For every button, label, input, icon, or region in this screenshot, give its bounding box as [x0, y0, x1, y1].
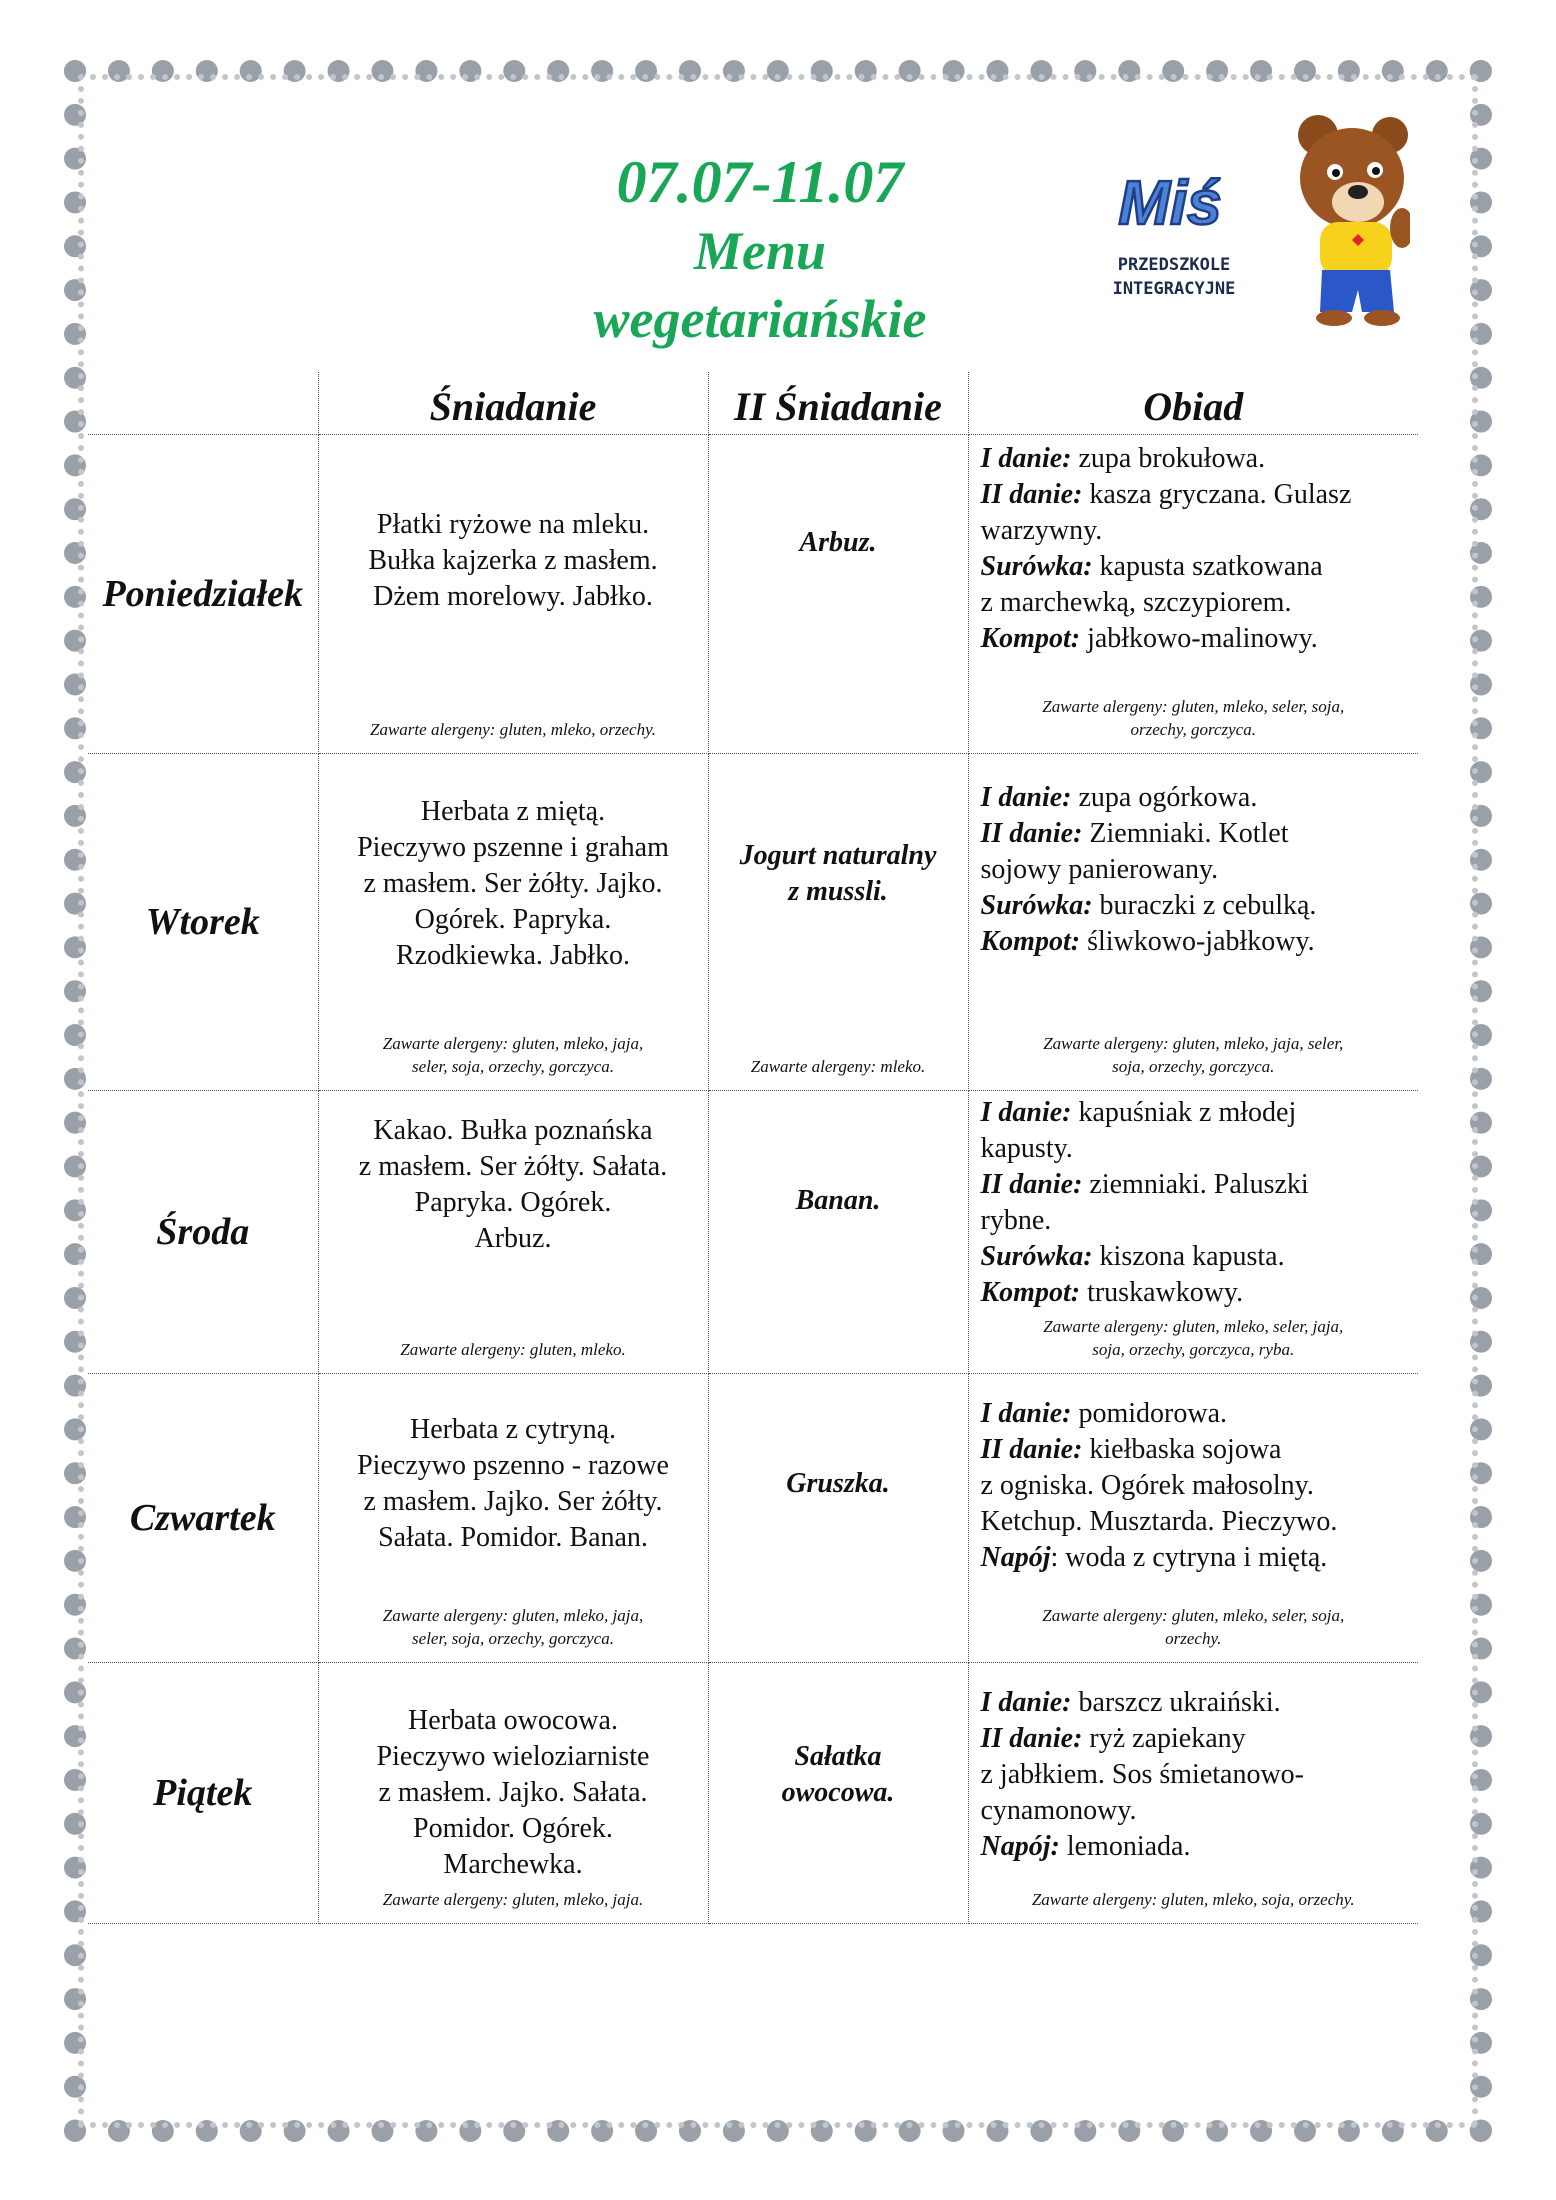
lunch-course [981, 1829, 1407, 1865]
menu-subtitle: wegetariańskie [593, 289, 927, 349]
course-text: truskawkowy. [1080, 1277, 1244, 1308]
course-text: kapusta szatkowana z marchewką, szczypiorem. [980, 551, 1323, 618]
breakfast-items: Herbata z cytryną. Pieczywo pszenno - razowe z masłem. Jajko. Ser żółty. Sałata. Pomidor. Banan. [357, 1414, 669, 1553]
lunch-course [981, 816, 1407, 888]
course-label: I danie: [980, 1097, 1072, 1128]
course-text: pomidorowa. [1071, 1398, 1228, 1429]
day-name: Wtorek [88, 754, 318, 1091]
course-label: Surówka: [980, 551, 1093, 582]
course-text: śliwkowo-jabłkowy. [1080, 926, 1315, 957]
course-label: I danie: [980, 443, 1072, 474]
second-breakfast-item: Arbuz. [799, 527, 877, 558]
lunch-allergens: Zawarte alergeny: gluten, mleko, soja, orzechy. [1031, 1890, 1355, 1909]
second-breakfast-allergens [709, 1911, 968, 1923]
second-breakfast-item: Sałatka owocowa. [781, 1741, 895, 1808]
course-text: jabłkowo-malinowy. [1080, 623, 1318, 654]
lunch-course [981, 1540, 1407, 1576]
lunch-allergens: Zawarte alergeny: gluten, mleko, seler, soja, orzechy. [1042, 1606, 1345, 1648]
lunch-cell [968, 754, 1418, 1091]
course-label: II danie: [980, 818, 1083, 849]
second-breakfast-cell [708, 1663, 968, 1924]
lunch-cell [968, 1091, 1418, 1374]
lunch-course [981, 1721, 1407, 1829]
table-row [88, 435, 1418, 754]
course-label: Kompot: [980, 623, 1081, 654]
lunch-course [981, 621, 1407, 657]
breakfast-cell [318, 754, 708, 1091]
breakfast-cell [318, 1663, 708, 1924]
course-label: II danie: [980, 1723, 1083, 1754]
breakfast-items: Herbata z miętą. Pieczywo pszenne i graham z masłem. Ser żółty. Jajko. Ogórek. Papryka. Rzodkiewka. Jabłko. [357, 796, 669, 971]
breakfast-cell [318, 1374, 708, 1663]
course-label: Surówka: [980, 1241, 1093, 1272]
course-label: II danie: [980, 479, 1083, 510]
course-text: kiszona kapusta. [1092, 1241, 1285, 1272]
breakfast-allergens: Zawarte alergeny: gluten, mleko. [400, 1340, 626, 1359]
course-label: I danie: [980, 1398, 1072, 1429]
lunch-course [981, 1167, 1407, 1239]
logo-subtitle-2: INTEGRACYJNE [1112, 279, 1236, 299]
course-label: Napój: [980, 1831, 1060, 1862]
course-text: ryż zapiekany z jabłkiem. Sos śmietanowo- cynamonowy. [980, 1723, 1305, 1826]
lunch-course [981, 1432, 1407, 1540]
lunch-allergens: Zawarte alergeny: gluten, mleko, seler, jaja, soja, orzechy, gorczyca, ryba. [1043, 1317, 1344, 1359]
breakfast-allergens: Zawarte alergeny: gluten, mleko, jaja. [382, 1890, 644, 1909]
course-text: buraczki z cebulką. [1092, 890, 1317, 921]
course-text: zupa brokułowa. [1071, 443, 1266, 474]
course-text: kiełbaska sojowa z ogniska. Ogórek małosolny. Ketchup. Musztarda. Pieczywo. [980, 1434, 1338, 1537]
date-range: 07.07-11.07 [616, 149, 904, 215]
lunch-course [981, 1095, 1407, 1167]
lunch-course [981, 549, 1407, 621]
lunch-cell [968, 1374, 1418, 1663]
lunch-cell [968, 435, 1418, 754]
breakfast-items: Herbata owocowa. Pieczywo wieloziarniste z masłem. Jajko. Sałata. Pomidor. Ogórek. Marchewka. [376, 1705, 650, 1880]
lunch-course [981, 1275, 1407, 1311]
course-label: Napój [980, 1542, 1051, 1573]
breakfast-items: Płatki ryżowe na mleku. Bułka kajzerka z masłem. Dżem morelowy. Jabłko. [368, 509, 658, 612]
course-text: kapuśniak z młodej kapusty. [980, 1097, 1297, 1164]
menu-title: Menu [693, 221, 827, 281]
day-name: Piątek [88, 1663, 318, 1924]
course-text: ziemniaki. Paluszki rybne. [980, 1169, 1309, 1236]
bear-mascot-icon [1298, 115, 1410, 326]
header-empty [88, 372, 318, 435]
course-label: Surówka: [980, 890, 1093, 921]
breakfast-items: Kakao. Bułka poznańska z masłem. Ser żółty. Sałata. Papryka. Ogórek. Arbuz. [358, 1115, 668, 1254]
lunch-course [981, 1396, 1407, 1432]
logo-subtitle-1: PRZEDSZKOLE [1117, 255, 1231, 275]
course-label: Kompot: [980, 1277, 1081, 1308]
lunch-course [981, 888, 1407, 924]
header-lunch: Obiad [968, 372, 1418, 435]
course-label: Kompot: [980, 926, 1081, 957]
breakfast-cell [318, 1091, 708, 1374]
second-breakfast-allergens [709, 1361, 968, 1373]
course-text: zupa ogórkowa. [1071, 782, 1258, 813]
second-breakfast-cell [708, 754, 968, 1091]
table-row [88, 1091, 1418, 1374]
course-text: Ziemniaki. Kotlet sojowy panierowany. [980, 818, 1289, 885]
header-breakfast: Śniadanie [318, 372, 708, 435]
table-row [88, 754, 1418, 1091]
lunch-course [981, 477, 1407, 549]
lunch-course [981, 441, 1407, 477]
logo-brand: Miś [1118, 169, 1222, 238]
table-row [88, 1663, 1418, 1924]
course-text: kasza gryczana. Gulasz warzywny. [980, 479, 1352, 546]
breakfast-allergens: Zawarte alergeny: gluten, mleko, jaja, seler, soja, orzechy, gorczyca. [382, 1606, 644, 1648]
second-breakfast-item: Banan. [795, 1185, 881, 1216]
table-header-row [88, 372, 1418, 435]
breakfast-allergens: Zawarte alergeny: gluten, mleko, jaja, seler, soja, orzechy, gorczyca. [382, 1034, 644, 1076]
lunch-course [981, 1685, 1407, 1721]
second-breakfast-item: Gruszka. [786, 1468, 890, 1499]
second-breakfast-cell [708, 1374, 968, 1663]
breakfast-allergens: Zawarte alergeny: gluten, mleko, orzechy. [370, 720, 656, 739]
menu-table [88, 372, 1418, 1924]
header-second-breakfast: II Śniadanie [708, 372, 968, 435]
day-name: Czwartek [88, 1374, 318, 1663]
table-row [88, 1374, 1418, 1663]
course-text: : woda z cytryna i miętą. [1050, 1542, 1328, 1573]
lunch-allergens: Zawarte alergeny: gluten, mleko, seler, soja, orzechy, gorczyca. [1042, 697, 1345, 739]
second-breakfast-item: Jogurt naturalny z mussli. [739, 840, 937, 907]
kindergarten-logo [1090, 100, 1410, 330]
course-text: barszcz ukraiński. [1071, 1687, 1281, 1718]
second-breakfast-cell [708, 1091, 968, 1374]
course-label: I danie: [980, 782, 1072, 813]
lunch-course [981, 780, 1407, 816]
lunch-allergens: Zawarte alergeny: gluten, mleko, jaja, seler, soja, orzechy, gorczyca. [1043, 1034, 1344, 1076]
course-text: lemoniada. [1059, 1831, 1191, 1862]
day-name: Środa [88, 1091, 318, 1374]
second-breakfast-allergens: Zawarte alergeny: mleko. [750, 1057, 926, 1076]
second-breakfast-allergens [709, 1650, 968, 1662]
breakfast-cell [318, 435, 708, 754]
second-breakfast-allergens [709, 741, 968, 753]
day-name: Poniedziałek [88, 435, 318, 754]
lunch-course [981, 1239, 1407, 1275]
second-breakfast-cell [708, 435, 968, 754]
lunch-cell [968, 1663, 1418, 1924]
course-label: II danie: [980, 1169, 1083, 1200]
course-label: II danie: [980, 1434, 1083, 1465]
course-label: I danie: [980, 1687, 1072, 1718]
lunch-course [981, 924, 1407, 960]
